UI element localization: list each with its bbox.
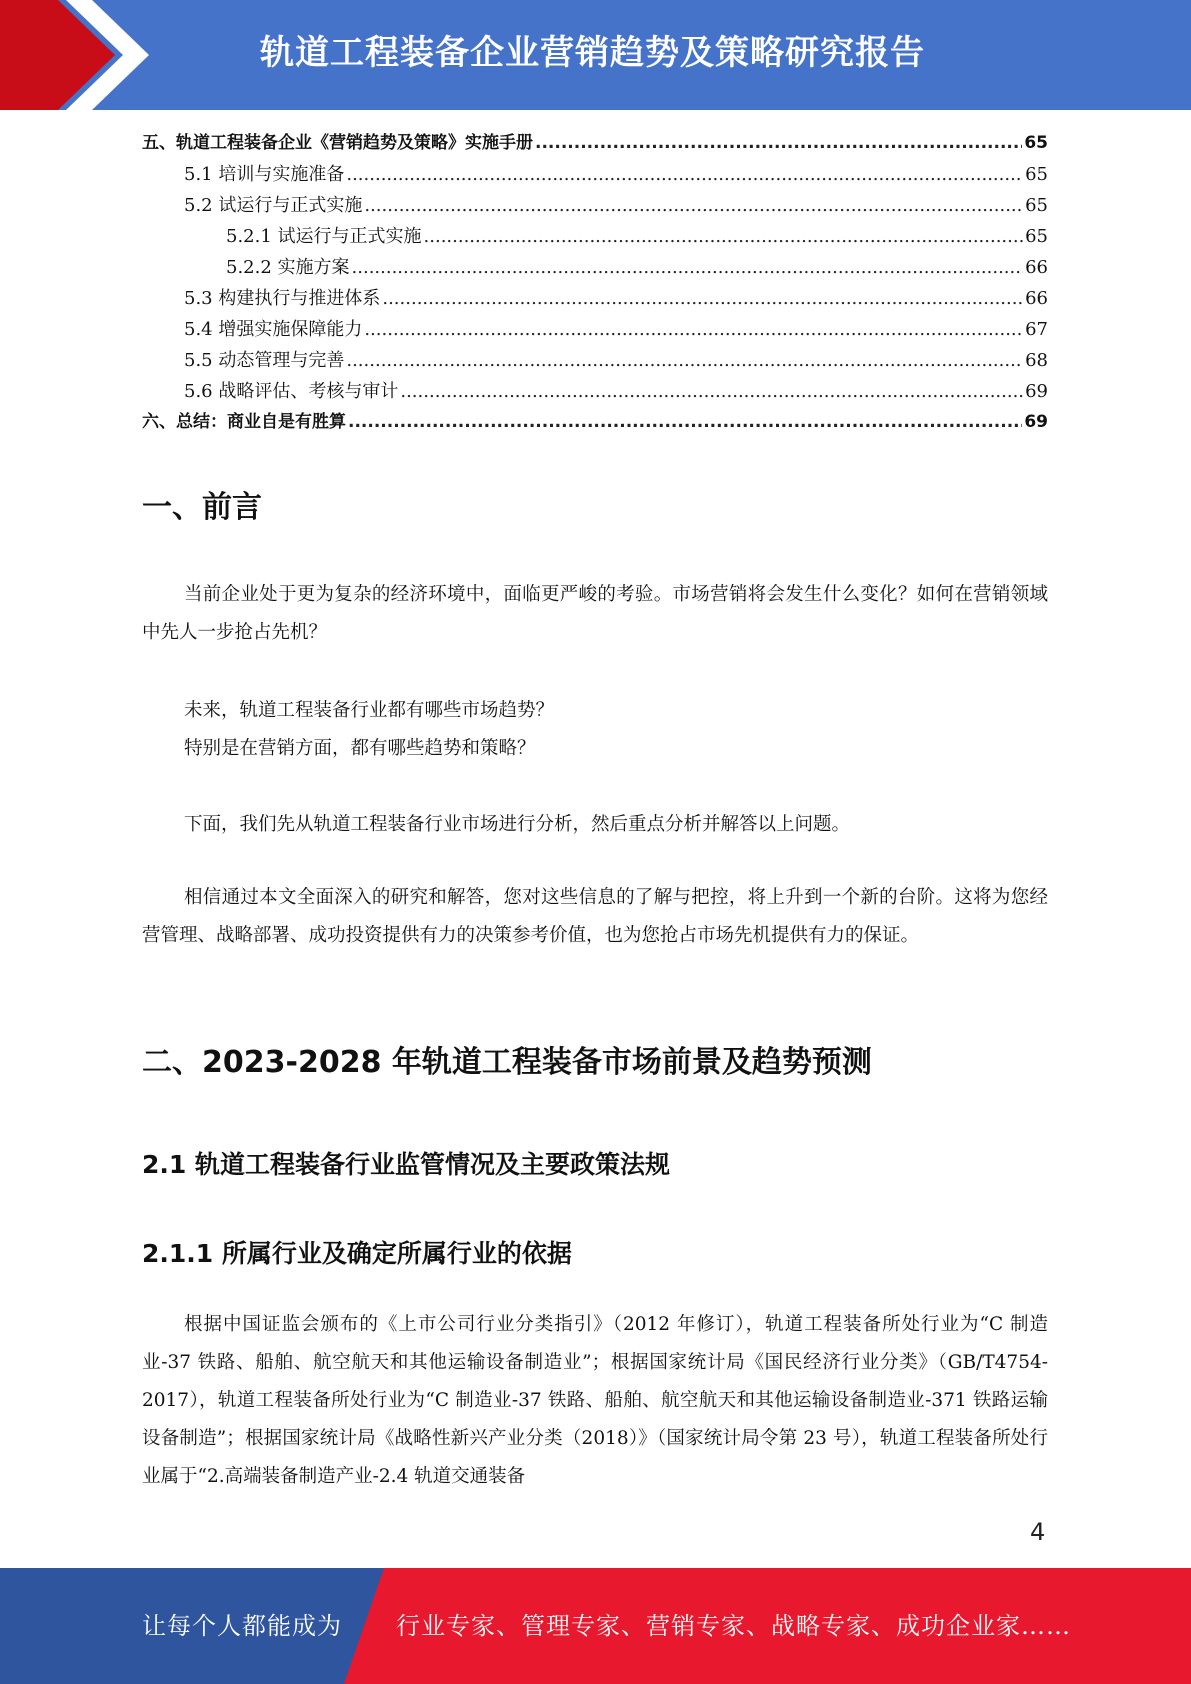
paragraph: 下面，我们先从轨道工程装备行业市场进行分析，然后重点分析并解答以上问题。 — [184, 814, 851, 835]
toc-entry-text: 5.2.2 实施方案 — [226, 257, 350, 278]
paragraph: 当前企业处于更为复杂的经济环境中，面临更严峻的考验。市场营销将会发生什么变化？如何在营销领域中先人一步抢占先机？ — [142, 584, 1048, 643]
toc-leader — [382, 283, 1023, 314]
toc-entry-text: 六、总结：商业自是有胜算 — [142, 412, 346, 432]
toc-entry[interactable] — [142, 345, 1048, 376]
toc-entry-text: 5.1 培训与实施准备 — [184, 164, 345, 185]
toc-entry[interactable] — [142, 407, 1048, 438]
toc-entry-page: 65 — [1025, 164, 1048, 185]
toc-leader — [424, 221, 1024, 252]
subsection-heading: 2.1.1 所属行业及确定所属行业的依据 — [142, 1239, 572, 1268]
toc-leader — [400, 376, 1023, 407]
table-of-contents — [142, 128, 1048, 438]
toc-entry-page: 65 — [1025, 226, 1048, 247]
toc-entry-text: 5.3 构建执行与推进体系 — [184, 288, 381, 309]
toc-entry-page: 65 — [1024, 133, 1048, 153]
paragraph-question: 特别是在营销方面，都有哪些趋势和策略？ — [184, 738, 536, 759]
toc-leader — [346, 159, 1023, 190]
paragraph-question: 未来，轨道工程装备行业都有哪些市场趋势？ — [184, 700, 555, 721]
toc-leader — [535, 128, 1022, 159]
toc-leader — [352, 252, 1024, 283]
toc-leader — [348, 407, 1022, 438]
footer-slogan-left: 让每个人都能成为 — [142, 1612, 342, 1640]
toc-entry-text: 5.4 增强实施保障能力 — [184, 319, 363, 340]
page-number: 4 — [1030, 1518, 1046, 1546]
toc-entry-text: 5.5 动态管理与完善 — [184, 350, 345, 371]
toc-entry-text: 5.2.1 试运行与正式实施 — [226, 226, 422, 247]
toc-entry-page: 69 — [1024, 412, 1048, 432]
toc-entry[interactable] — [142, 314, 1048, 345]
toc-entry-text: 五、轨道工程装备企业《营销趋势及策略》实施手册 — [142, 133, 533, 153]
toc-entry[interactable] — [142, 190, 1048, 221]
toc-entry-page: 68 — [1025, 350, 1048, 371]
toc-entry-page: 66 — [1025, 288, 1048, 309]
section-heading-forecast: 二、2023-2028 年轨道工程装备市场前景及趋势预测 — [142, 1045, 872, 1080]
footer-slogan-right: 行业专家、管理专家、营销专家、战略专家、成功企业家…… — [396, 1612, 1071, 1640]
page-header — [0, 0, 1191, 110]
toc-entry[interactable] — [142, 283, 1048, 314]
toc-leader — [364, 314, 1023, 345]
toc-entry[interactable] — [142, 252, 1048, 283]
toc-entry-page: 67 — [1025, 319, 1048, 340]
section-heading-preface: 一、前言 — [142, 490, 262, 525]
toc-entry[interactable] — [142, 159, 1048, 190]
toc-entry-page: 69 — [1025, 381, 1048, 402]
paragraph: 相信通过本文全面深入的研究和解答，您对这些信息的了解与把控，将上升到一个新的台阶。这将为您经营管理、战略部署、成功投资提供有力的决策参考价值，也为您抢占市场先机提供有力的保证。 — [142, 887, 1048, 946]
toc-entry-page: 65 — [1025, 195, 1048, 216]
toc-leader — [364, 190, 1023, 221]
toc-entry[interactable] — [142, 128, 1048, 159]
toc-entry-text: 5.2 试运行与正式实施 — [184, 195, 363, 216]
toc-entry[interactable] — [142, 221, 1048, 252]
paragraph: 根据中国证监会颁布的《上市公司行业分类指引》（2012 年修订），轨道工程装备所处行业为“C 制造业-37 铁路、船舶、航空航天和其他运输设备制造业”；根据国家统计局《国民经济行业分类》（GB/T4754-2017），轨道工程装备所处行业为“C 制造业-37 铁路、船舶、航空航天和其他运输设备制造业-371 铁路运输设备制造”；根据国家统计局《战略性新兴产业分类（2018）》（国家统计局令第 23 号），轨道工程装备所处行业属于“2.高端装备制造产业-2.4 轨道交通装备 — [142, 1314, 1048, 1487]
toc-leader — [346, 345, 1023, 376]
report-title: 轨道工程装备企业营销趋势及策略研究报告 — [260, 33, 925, 73]
toc-entry-text: 5.6 战略评估、考核与审计 — [184, 381, 399, 402]
toc-entry[interactable] — [142, 376, 1048, 407]
subsection-heading: 2.1 轨道工程装备行业监管情况及主要政策法规 — [142, 1150, 670, 1179]
header-arrow-icon — [0, 0, 150, 110]
page-footer — [0, 1568, 1191, 1684]
toc-entry-page: 66 — [1025, 257, 1048, 278]
